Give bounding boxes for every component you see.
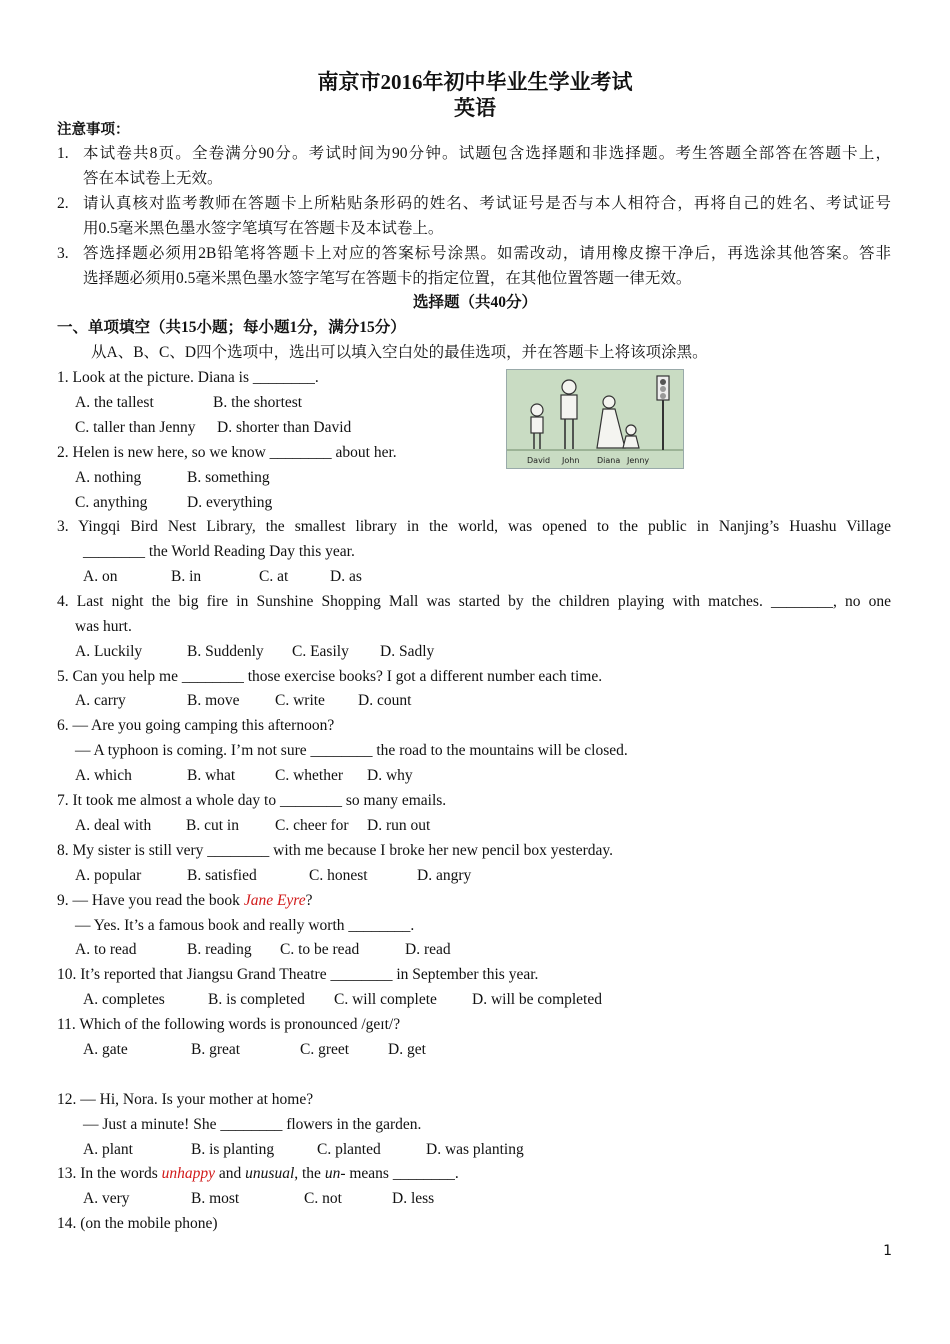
question-13-stem	[57, 1164, 459, 1184]
question-13-text-1: 13. In the words	[57, 1165, 162, 1182]
question-10-option-d: D. will be completed	[472, 991, 602, 1008]
question-1-option-d: D. shorter than David	[217, 419, 352, 436]
question-12-stem-line-1: 12. — Hi, Nora. Is your mother at home?	[57, 1091, 314, 1108]
question-10-option-c: C. will complete	[334, 991, 437, 1008]
question-9-stem-line-2: — Yes. It’s a famous book and really worth ________.	[75, 917, 415, 934]
question-3-option-d: D. as	[330, 568, 362, 585]
question-8-option-d: D. angry	[417, 867, 472, 884]
picture-label-diana: Diana	[597, 456, 621, 465]
question-1-stem: 1. Look at the picture. Diana is ________.	[57, 369, 319, 386]
question-12-option-a: A. plant	[83, 1141, 133, 1158]
notice-item-3-line-1: 答选择题必须用2B铅笔将答题卡上对应的答案标号涂黑。如需改动，请用橡皮擦干净后，再选涂其他答案。答非	[83, 245, 891, 262]
question-10-option-a: A. completes	[83, 991, 165, 1008]
question-13-text-3: , the	[294, 1165, 325, 1182]
question-9-option-b: B. reading	[187, 941, 252, 958]
notice-item-2-line-1: 请认真核对监考教师在答题卡上所粘贴条形码的姓名、考试证号是否与本人相符合，再将自己的姓名、考试证号	[83, 195, 891, 212]
notice-item-1-line-1: 本试卷共8页。全卷满分90分。考试时间为90分钟。试题包含选择题和非选择题。考生答题全部答在答题卡上，	[83, 145, 891, 162]
question-9-stem-line-1	[57, 891, 313, 911]
question-5-stem: 5. Can you help me ________ those exercise books? I got a different number each time.	[57, 668, 603, 685]
question-6-option-a: A. which	[75, 767, 132, 784]
part-instruction: 从A、B、C、D四个选项中，选出可以填入空白处的最佳选项，并在答题卡上将该项涂黑。	[91, 344, 708, 361]
question-9-option-c: C. to be read	[280, 941, 360, 958]
book-title: Jane Eyre	[243, 892, 306, 909]
question-13-option-a: A. very	[83, 1190, 130, 1207]
notice-item-2-number: 2.	[57, 195, 69, 212]
question-1-option-b: B. the shortest	[213, 394, 303, 411]
question-1-option-c: C. taller than Jenny	[75, 419, 196, 436]
question-5-option-b: B. move	[187, 692, 240, 709]
question-5-option-d: D. count	[358, 692, 412, 709]
question-3-option-c: C. at	[259, 568, 289, 585]
question-9-option-a: A. to read	[75, 941, 137, 958]
question-7-option-a: A. deal with	[75, 817, 152, 834]
question-6-option-d: D. why	[367, 767, 413, 784]
question-10-stem: 10. It’s reported that Jiangsu Grand Theatre ________ in September this year.	[57, 966, 539, 983]
question-1-picture	[506, 369, 684, 469]
question-11-option-a: A. gate	[83, 1041, 128, 1058]
question-12-option-b: B. is planting	[191, 1141, 275, 1158]
question-13-text-2: and	[215, 1165, 246, 1182]
notice-item-3-line-2: 选择题必须用0.5毫米黑色墨水签字笔写在答题卡的指定位置，在其他位置答题一律无效。	[83, 270, 692, 287]
question-4-option-d: D. Sadly	[380, 643, 435, 660]
question-9-question-mark: ?	[305, 892, 313, 909]
notice-item-1-number: 1.	[57, 145, 69, 162]
question-7-option-c: C. cheer for	[275, 817, 349, 834]
question-8-option-a: A. popular	[75, 867, 142, 884]
notice-item-3-number: 3.	[57, 245, 69, 262]
question-12-option-c: C. planted	[317, 1141, 381, 1158]
exam-title: 南京市2016年初中毕业生学业考试	[317, 70, 633, 94]
question-9-stem-text: 9. — Have you read the book	[57, 892, 244, 909]
question-2-stem: 2. Helen is new here, so we know ________ about her.	[57, 444, 397, 461]
word-unusual: unusual	[245, 1165, 295, 1182]
question-12-stem-line-2: — Just a minute! She ________ flowers in the garden.	[83, 1116, 422, 1133]
people-by-traffic-light-illustration	[507, 370, 683, 468]
question-6-stem-line-2: — A typhoon is coming. I’m not sure ________ the road to the mountains will be closed.	[75, 742, 628, 759]
question-6-option-c: C. whether	[275, 767, 344, 784]
question-11-stem: 11. Which of the following words is pronounced /geɪt/?	[57, 1016, 401, 1033]
question-5-option-a: A. carry	[75, 692, 126, 709]
question-11-option-c: C. greet	[300, 1041, 350, 1058]
question-2-option-b: B. something	[187, 469, 270, 486]
question-8-option-b: B. satisfied	[187, 867, 257, 884]
question-3-option-a: A. on	[83, 568, 118, 585]
question-3-stem-line-2: ________ the World Reading Day this year.	[83, 543, 355, 560]
question-12-option-d: D. was planting	[426, 1141, 524, 1158]
page-number: 1	[883, 1243, 892, 1259]
question-7-stem: 7. It took me almost a whole day to ________ so many emails.	[57, 792, 447, 809]
question-8-stem: 8. My sister is still very ________ with me because I broke her new pencil box yesterday.	[57, 842, 614, 859]
question-8-option-c: C. honest	[309, 867, 368, 884]
picture-label-david: David	[527, 456, 551, 465]
question-7-option-d: D. run out	[367, 817, 431, 834]
question-11-option-d: D. get	[388, 1041, 426, 1058]
section-heading: 选择题（共40分）	[412, 294, 537, 311]
question-9-option-d: D. read	[405, 941, 451, 958]
word-unhappy: unhappy	[161, 1165, 216, 1182]
question-3-option-b: B. in	[171, 568, 202, 585]
question-4-option-c: C. Easily	[292, 643, 349, 660]
question-13-option-b: B. most	[191, 1190, 240, 1207]
question-14-stem: 14. (on the mobile phone)	[57, 1215, 218, 1232]
part-title: 一、单项填空（共15小题；每小题1分，满分15分）	[57, 319, 406, 336]
exam-subject: 英语	[454, 96, 496, 120]
question-3-stem-line-1: 3. Yingqi Bird Nest Library, the smallest library in the world, was opened to the public in Nanjing’s Huashu Village	[57, 518, 891, 535]
notice-heading: 注意事项：	[57, 122, 130, 138]
question-4-option-b: B. Suddenly	[187, 643, 264, 660]
notice-item-1-line-2: 答在本试卷上无效。	[83, 170, 223, 187]
question-6-option-b: B. what	[187, 767, 236, 784]
question-7-option-b: B. cut in	[186, 817, 239, 834]
question-4-stem-line-2: was hurt.	[75, 618, 132, 635]
question-11-option-b: B. great	[191, 1041, 241, 1058]
picture-label-john: John	[562, 456, 580, 465]
question-13-text-4: means ________.	[345, 1165, 459, 1182]
question-6-stem-line-1: 6. — Are you going camping this afternoon?	[57, 717, 335, 734]
question-10-option-b: B. is completed	[208, 991, 305, 1008]
question-13-option-d: D. less	[392, 1190, 435, 1207]
notice-item-2-line-2: 用0.5毫米黑色墨水签字笔填写在答题卡及本试卷上。	[83, 220, 444, 237]
question-2-option-c: C. anything	[75, 494, 148, 511]
question-4-option-a: A. Luckily	[75, 643, 143, 660]
question-2-option-d: D. everything	[187, 494, 273, 511]
question-2-option-a: A. nothing	[75, 469, 142, 486]
question-1-option-a: A. the tallest	[75, 394, 154, 411]
question-13-option-c: C. not	[304, 1190, 342, 1207]
picture-label-jenny: Jenny	[627, 456, 650, 465]
question-5-option-c: C. write	[275, 692, 325, 709]
question-4-stem-line-1: 4. Last night the big fire in Sunshine Shopping Mall was started by the children playing with matches. ________, no one	[57, 593, 891, 610]
prefix-un: un-	[324, 1165, 346, 1182]
